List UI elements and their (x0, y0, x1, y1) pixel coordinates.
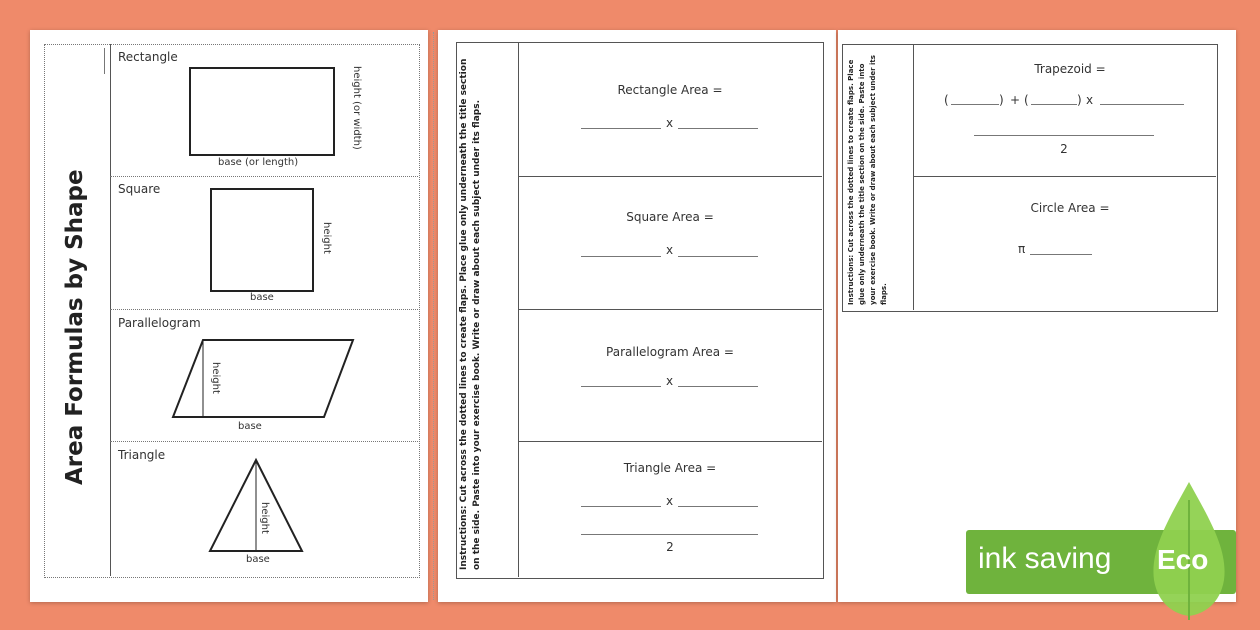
blank-line (678, 256, 758, 257)
blank-line (581, 506, 661, 507)
plus-sign: + (1010, 93, 1021, 107)
height-label: height (259, 502, 270, 534)
triangle-shape (206, 455, 306, 555)
base-label: base (or length) (218, 157, 299, 168)
shape-name: Square (118, 182, 161, 196)
base-label: base (246, 554, 270, 565)
row-divider (110, 309, 418, 310)
flap-title: Rectangle Area = (617, 83, 723, 97)
instructions: Instructions: Cut across the dotted lines to create flaps. Place glue only underneath the title section on the side. Paste into your exercise book. Write or draw about each subject under its flaps. (847, 55, 888, 305)
base-label: base (238, 421, 262, 432)
divisor: 2 (666, 540, 674, 554)
height-label: height (210, 362, 221, 394)
blank-line (581, 128, 661, 129)
times-sign: x (666, 116, 674, 130)
flap-title: Circle Area = (1030, 201, 1110, 215)
title-separator (110, 44, 111, 576)
tick-mark (104, 48, 105, 74)
flap-title: Trapezoid = (1034, 62, 1106, 76)
blank-line (678, 386, 758, 387)
height-label: height (or width) (351, 66, 362, 150)
square-shape (210, 188, 314, 292)
shape-name: Triangle (118, 448, 166, 462)
instructions: Instructions: Cut across the dotted lines to create flaps. Place glue only underneath the title section on the side. Paste into your exercise book. Write or draw about each subject under its flaps. (459, 58, 482, 570)
parallelogram-shape (170, 338, 360, 420)
base-label: base (250, 292, 274, 303)
flap-divider (518, 441, 822, 442)
flap-divider (518, 309, 822, 310)
flap-title: Square Area = (626, 210, 714, 224)
blank-line (951, 104, 999, 105)
blank-line (678, 128, 758, 129)
row-divider (110, 176, 418, 177)
blank-line (678, 506, 758, 507)
height-label: height (321, 222, 332, 254)
blank-line (581, 386, 661, 387)
cut-line (433, 32, 434, 600)
divisor: 2 (1060, 142, 1068, 156)
page-title: Area Formulas by Shape (62, 169, 88, 485)
blank-line (581, 256, 661, 257)
flap-title: Triangle Area = (623, 461, 717, 475)
blank-line (1031, 104, 1077, 105)
reference-sheet (30, 30, 428, 602)
paren: ) (1077, 93, 1082, 107)
flap-title: Parallelogram Area = (606, 345, 734, 359)
paren: ( (1024, 93, 1029, 107)
times-sign: x (666, 374, 674, 388)
pi-symbol: π (1018, 242, 1026, 256)
blank-line (1100, 104, 1184, 105)
shape-name: Rectangle (118, 50, 178, 64)
fraction-bar (974, 135, 1154, 136)
flap-frame (842, 44, 1218, 312)
flap-divider (518, 176, 822, 177)
times-sign: x (666, 494, 674, 508)
blank-line (1030, 254, 1092, 255)
paren: ( (944, 93, 949, 107)
shape-name: Parallelogram (118, 316, 201, 330)
badge-text: ink saving (978, 542, 1112, 575)
eco-label: Eco (1157, 544, 1209, 575)
times-sign: x (1086, 93, 1094, 107)
paren: ) (999, 93, 1004, 107)
foldable-sheet-1 (438, 30, 836, 602)
row-divider (110, 441, 418, 442)
flap-frame (456, 42, 824, 579)
times-sign: x (666, 243, 674, 257)
fraction-bar (581, 534, 758, 535)
instructions-separator (913, 44, 914, 310)
rectangle-shape (189, 67, 335, 156)
flap-divider (913, 176, 1216, 177)
